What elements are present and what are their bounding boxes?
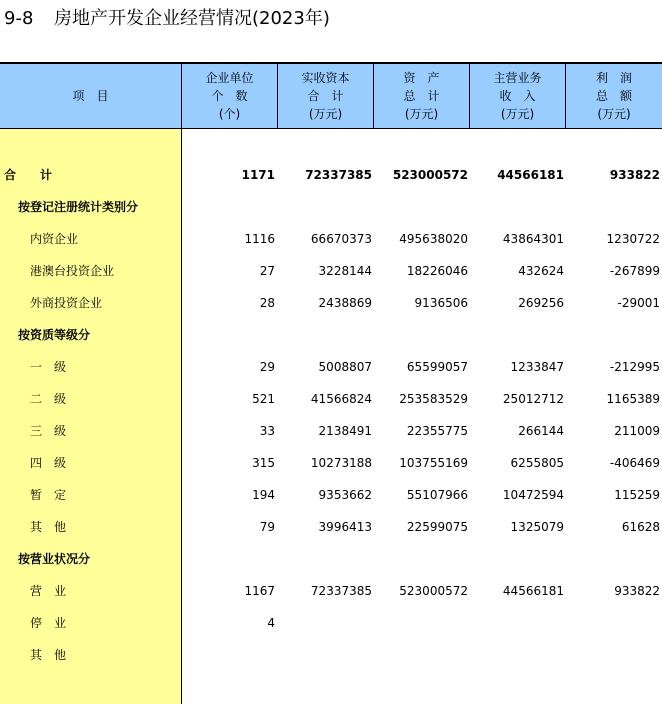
row-value: 933822: [609, 168, 660, 182]
row-value: 1233847: [510, 360, 564, 374]
row-value: 22355775: [406, 424, 468, 438]
row-value: 1325079: [510, 520, 564, 534]
row-value: 1116: [244, 232, 275, 246]
row-value: [376, 607, 468, 639]
row-value: 523000572: [392, 168, 468, 182]
row-value: 432624: [518, 264, 564, 278]
table-row: [0, 447, 662, 479]
row-value: 25012712: [502, 392, 564, 406]
table-group-row: [0, 543, 662, 575]
row-label: 停 业: [30, 616, 67, 630]
row-value: 18226046: [406, 264, 468, 278]
page-title: [4, 6, 330, 32]
row-value: 41566824: [310, 392, 372, 406]
row-label: 暂 定: [30, 488, 67, 502]
row-value: -212995: [609, 360, 660, 374]
row-value: [279, 607, 372, 639]
table-row: [0, 511, 662, 543]
row-value: 9353662: [318, 488, 372, 502]
row-value: 103755169: [399, 456, 468, 470]
table-row: [0, 223, 662, 255]
row-label: 二 级: [30, 392, 67, 406]
row-value: 72337385: [305, 168, 372, 182]
row-label: 合 计: [4, 168, 53, 182]
row-value: 9136506: [414, 296, 468, 310]
row-value: 61628: [621, 520, 660, 534]
row-value: 521: [252, 392, 275, 406]
row-value: 29: [259, 360, 275, 374]
row-value: 72337385: [310, 584, 372, 598]
row-label: 四 级: [30, 456, 67, 470]
row-value: 28: [259, 296, 275, 310]
row-value: -406469: [609, 456, 660, 470]
header-main-business-revenue: 主营业务 收 入 (万元): [493, 71, 542, 121]
row-value: 43864301: [502, 232, 564, 246]
row-value: 1230722: [606, 232, 660, 246]
table-row: [0, 607, 662, 639]
row-value: 66670373: [310, 232, 372, 246]
row-value: 27: [259, 264, 275, 278]
table-row: [0, 383, 662, 415]
header-total-assets: 资 产 总 计 (万元): [403, 71, 440, 121]
row-value: -29001: [617, 296, 660, 310]
row-value: [279, 639, 372, 671]
row-value: -267899: [609, 264, 660, 278]
row-value: 523000572: [399, 584, 468, 598]
table-row: [0, 255, 662, 287]
table-group-row: [0, 319, 662, 351]
row-value: 1171: [241, 168, 275, 182]
row-value: 2438869: [318, 296, 372, 310]
row-value: 5008807: [318, 360, 372, 374]
row-label: 内资企业: [30, 232, 79, 246]
row-label: 按营业状况分: [18, 552, 91, 566]
table-group-row: [0, 191, 662, 223]
row-value: 269256: [518, 296, 564, 310]
row-value: [472, 639, 564, 671]
header-paid-in-capital: 实收资本 合 计 (万元): [301, 71, 350, 121]
table-row: [0, 415, 662, 447]
row-value: 44566181: [497, 168, 564, 182]
row-value: 6255805: [510, 456, 564, 470]
row-label: 按登记注册统计类别分: [18, 200, 139, 214]
header-total-profit: 利 润 总 额 (万元): [595, 71, 632, 121]
table-row: [0, 639, 662, 671]
row-value: 3996413: [318, 520, 372, 534]
row-value: 22599075: [406, 520, 468, 534]
row-label: 其 他: [30, 648, 67, 662]
table-row: [0, 479, 662, 511]
table-row: [0, 351, 662, 383]
row-value: 315: [252, 456, 275, 470]
row-value: 10472594: [502, 488, 564, 502]
header-item: 项 目: [72, 89, 109, 103]
row-value: 55107966: [406, 488, 468, 502]
data-table: [0, 62, 662, 704]
row-label: 一 级: [30, 360, 67, 374]
row-label: 营 业: [30, 584, 67, 598]
row-value: [568, 639, 660, 671]
row-value: 2138491: [318, 424, 372, 438]
row-label: 其 他: [30, 520, 67, 534]
table-total-row: [0, 159, 662, 191]
row-value: [472, 607, 564, 639]
row-value: 1165389: [606, 392, 660, 406]
row-value: 933822: [614, 584, 660, 598]
row-value: 65599057: [406, 360, 468, 374]
row-value: 3228144: [318, 264, 372, 278]
row-value: [568, 607, 660, 639]
row-value: 253583529: [399, 392, 468, 406]
row-label: 三 级: [30, 424, 67, 438]
header-enterprise-count: 企业单位 个 数 (个): [205, 71, 254, 121]
row-value: 115259: [614, 488, 660, 502]
row-label: 外商投资企业: [30, 296, 103, 310]
row-value: 4: [267, 616, 275, 630]
table-title: 房地产开发企业经营情况(2023年): [54, 8, 330, 29]
row-value: 211009: [614, 424, 660, 438]
row-value: [376, 639, 468, 671]
row-value: 194: [252, 488, 275, 502]
row-value: 44566181: [502, 584, 564, 598]
row-label: 按资质等级分: [18, 328, 91, 342]
row-value: 266144: [518, 424, 564, 438]
row-value: 495638020: [399, 232, 468, 246]
table-row: [0, 575, 662, 607]
row-value: 1167: [244, 584, 275, 598]
row-label: 港澳台投资企业: [30, 264, 115, 278]
row-value: 79: [259, 520, 275, 534]
row-value: 33: [259, 424, 275, 438]
row-value: [183, 639, 275, 671]
table-row: [0, 287, 662, 319]
row-value: 10273188: [310, 456, 372, 470]
table-number: 9-8: [4, 8, 34, 29]
